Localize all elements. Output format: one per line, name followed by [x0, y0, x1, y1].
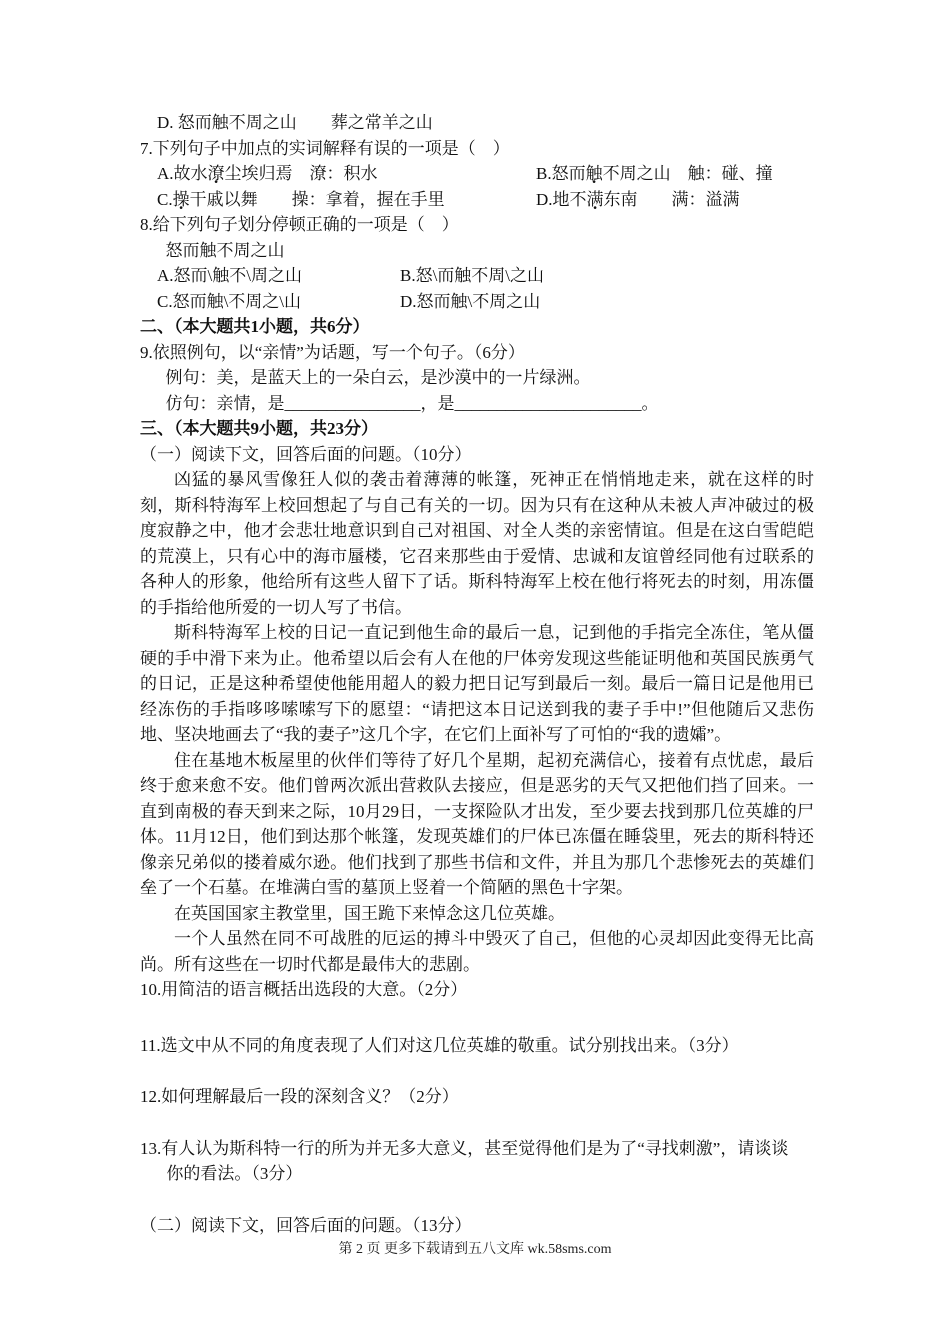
question-line — [140, 136, 814, 162]
text-segment: 怒而触不周之山 — [165, 240, 285, 260]
option-line — [140, 110, 814, 136]
text-segment: 东南 满：溢满 — [603, 189, 740, 209]
text-segment: 二、（本大题共1小题，共6分） — [140, 317, 370, 336]
text-segment: C. — [157, 189, 173, 209]
text-segment: 7.下列句子中加点的实词解释有误的一项是（ ） — [140, 138, 510, 158]
text-segment: 凶猛的暴风雪像狂人似的袭击着薄薄的帐篷，死神正在悄悄地走来，就在这样的时刻，斯科特海军上校回想起了与自己有关的一切。因为只有在这种从未被人声冲破过的极度寂静之中，他才会悲壮地意识到自己对祖国、对全人类的亲密情谊。但是在这白雪皑皑的荒漠上，只有心中的海市蜃楼，它召来那些由于爱情、忠诚和友谊曾经同他有过联系的各种人的形象，他给所有这些人留下了话。斯科特海军上校在他行将死去的时刻，用冻僵的手指给他所爱的一切人写了书信。 — [140, 470, 814, 617]
passage-paragraph — [140, 901, 814, 927]
option-line — [140, 238, 814, 264]
option — [400, 289, 540, 315]
document-content — [140, 110, 814, 1238]
question-line — [140, 442, 814, 468]
text-segment: 尘埃归焉 潦：积水 — [224, 164, 378, 183]
spacer — [140, 1058, 814, 1084]
text-segment: 不周之山 触：碰、撞 — [602, 164, 773, 183]
question-line — [140, 977, 814, 1003]
option — [157, 161, 536, 187]
option-row — [140, 289, 814, 315]
option-row — [140, 161, 814, 187]
option — [400, 263, 544, 289]
question-line — [140, 1033, 814, 1059]
option — [536, 187, 740, 213]
text-segment: 三、（本大题共9小题，共23分） — [140, 419, 378, 438]
emphasized-char: 潦 — [207, 164, 225, 183]
question-line — [140, 1136, 814, 1162]
text-segment: 一个人虽然在同不可战胜的厄运的搏斗中毁灭了自己，但他的心灵却因此变得无比高尚。所有这些在一切时代都是最伟大的悲剧。 — [140, 929, 814, 974]
option — [536, 161, 773, 187]
text-segment: （一）阅读下文，回答后面的问题。（10分） — [140, 444, 472, 464]
passage-paragraph — [140, 926, 814, 977]
text-segment: 13.有人认为斯科特一行的所为并无多大意义，甚至觉得他们是为了“寻找刺激”，请谈谈 — [140, 1138, 789, 1158]
text-segment: D. 怒而触不周之山 葬之常羊之山 — [157, 113, 433, 132]
passage-paragraph — [140, 620, 814, 748]
passage-paragraph — [140, 467, 814, 620]
text-segment: 斯科特海军上校的日记一直记到他生命的最后一息，记到他的手指完全冻住，笔从僵硬的手中滑下来为止。他希望以后会有人在他的尸体旁发现这些能证明他和英国民族勇气的日记，正是这种希望使他能用超人的毅力把日记写到最后一刻。最后一篇日记是他用已经冻伤的手指哆哆嗦嗦写下的愿望：“请把这本日记送到我的妻子手中!”但他随后又悲伤地、坚决地画去了“我的妻子”这几个字，在它们上面补写了可怕的“我的遗孀”。 — [140, 623, 814, 744]
text-segment: 你的看法。（3分） — [166, 1164, 303, 1183]
question-line — [140, 1213, 814, 1239]
option — [157, 263, 400, 289]
text-segment: 11.选文中从不同的角度表现了人们对这几位英雄的敬重。试分别找出来。（3分） — [140, 1035, 739, 1055]
section-heading — [140, 416, 814, 442]
text-segment: A.怒而\触不\周之山 — [157, 266, 302, 285]
emphasized-char: 满 — [586, 189, 604, 209]
text-segment: C.怒而触\不周之\山 — [157, 291, 302, 311]
option-line — [140, 391, 814, 417]
spacer — [140, 1003, 814, 1033]
spacer — [140, 1110, 814, 1136]
text-segment: 例句：美，是蓝天上的一朵白云，是沙漠中的一片绿洲。 — [165, 368, 591, 387]
text-segment: 9.依照例句，以“亲情”为话题，写一个句子。（6分） — [140, 342, 525, 362]
continuation-line — [140, 1161, 814, 1187]
emphasized-char: 触 — [585, 164, 603, 183]
passage-paragraph — [140, 748, 814, 901]
option — [157, 289, 400, 315]
text-segment: B.怒而 — [536, 164, 586, 183]
emphasized-char: 操 — [172, 189, 190, 209]
text-segment: 8.给下列句子划分停顿正确的一项是（ ） — [140, 215, 459, 234]
text-segment: 10.用简洁的语言概括出选段的大意。（2分） — [140, 980, 468, 999]
text-segment: B.怒\而触不周\之山 — [400, 266, 545, 285]
text-segment: D.怒而触\不周之山 — [400, 291, 541, 311]
text-segment: 干戚以舞 操：拿着，握在手里 — [189, 189, 445, 209]
option-row — [140, 263, 814, 289]
text-segment: 住在基地木板屋里的伙伴们等待了好几个星期，起初充满信心，接着有点忧虑，最后终于愈来愈不安。他们曾两次派出营救队去接应，但是恶劣的天气又把他们挡了回来。一直到南极的春天到来之际，10月29日，一支探险队才出发，至少要去找到那几位英雄的尸体。11月12日，他们到达那个帐篷，发现英雄们的尸体已冻僵在睡袋里，死去的斯科特还像亲兄弟似的搂着威尔逊。他们找到了那些书信和文件，并且为那几个悲惨死去的英雄们垒了一个石墓。在堆满白雪的墓顶上竖着一个简陋的黑色十字架。 — [140, 750, 814, 897]
text-segment: D.地不 — [536, 189, 587, 209]
option-row — [140, 187, 814, 213]
question-line — [140, 340, 814, 366]
text-segment: 在英国国家主教堂里，国王跪下来悼念这几位英雄。 — [174, 903, 565, 923]
section-heading — [140, 314, 814, 340]
spacer — [140, 1187, 814, 1213]
text-segment: A.故水 — [157, 164, 208, 183]
text-segment: （二）阅读下文，回答后面的问题。（13分） — [140, 1215, 472, 1235]
text-segment: 12.如何理解最后一段的深刻含义？（2分） — [140, 1087, 459, 1106]
question-line — [140, 212, 814, 238]
text-segment: 仿句：亲情，是________________，是______________________。 — [165, 393, 659, 413]
page-footer: 第 2 页 更多下载请到五八文库 wk.58sms.com — [338, 1242, 612, 1257]
question-line — [140, 1084, 814, 1110]
option-line — [140, 365, 814, 391]
